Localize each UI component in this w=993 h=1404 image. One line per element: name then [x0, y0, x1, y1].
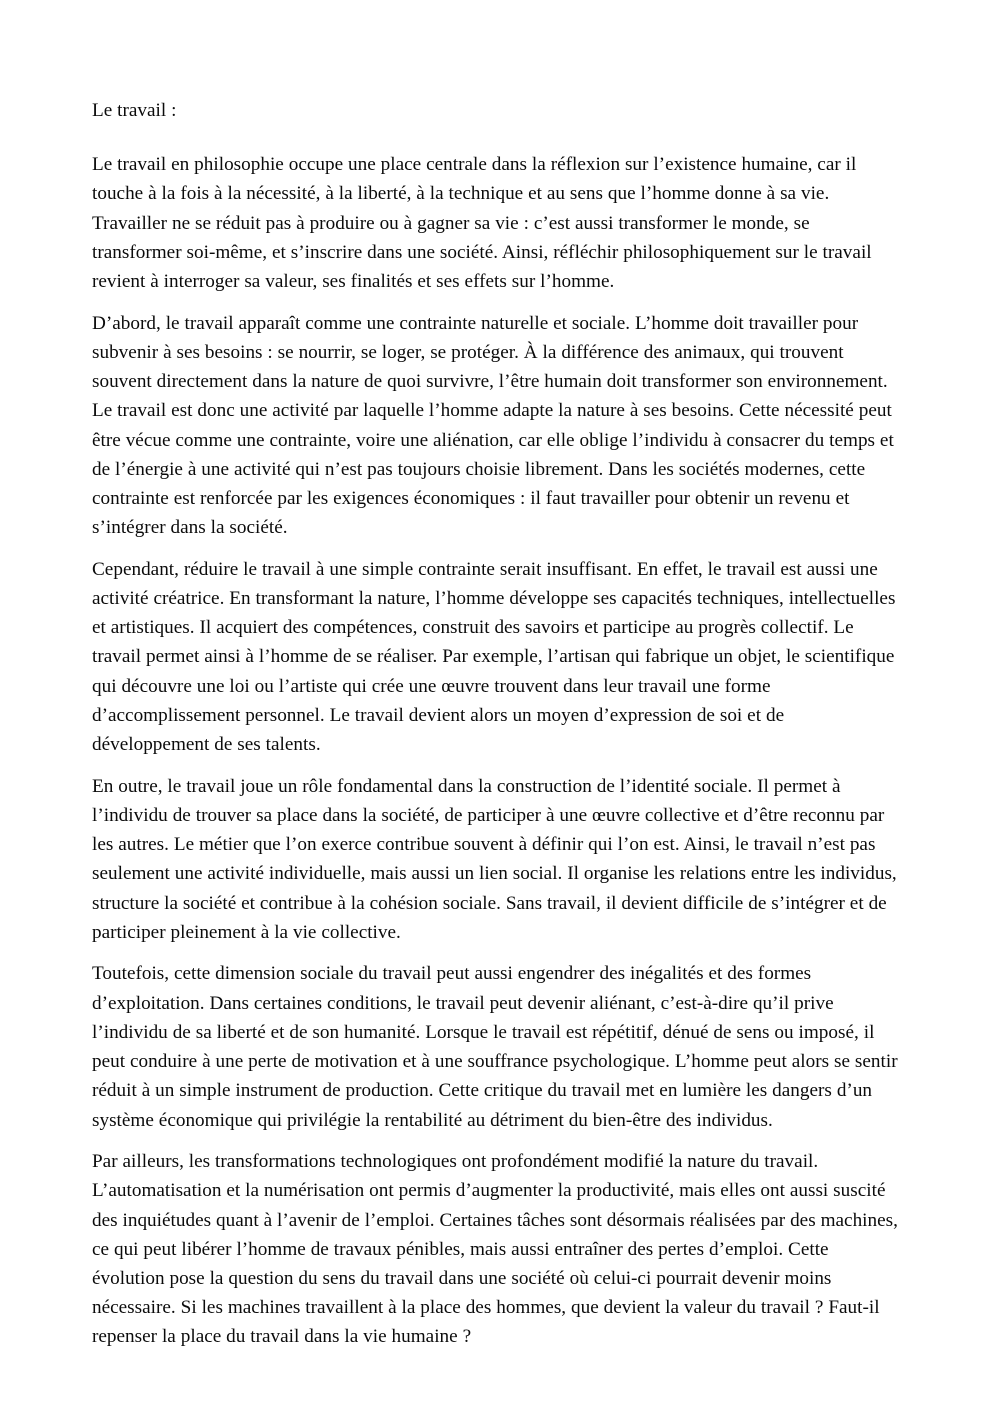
- paragraph-5: Toutefois, cette dimension sociale du travail peut aussi engendrer des inégalités et des formes d’exploitation. Dans certaines conditions, le travail peut devenir aliénant, c’est-à-dire qu’il prive l’individu de sa liberté et de son humanité. Lorsque le travail est répétitif, dénué de sens ou imposé, il peut conduire à une perte de motivation et à une souffrance psychologique. L’homme peut alors se sentir réduit à un simple instrument de production. Cette critique du travail met en lumière les dangers d’un système économique qui privilégie la rentabilité au détriment du bien-être des individus.: [92, 963, 898, 1131]
- document-heading: Le travail :: [92, 100, 177, 121]
- paragraph-1: Le travail en philosophie occupe une place centrale dans la réflexion sur l’existence humaine, car il touche à la fois à la nécessité, à la liberté, à la technique et au sens que l’homme donne à sa vie. Travailler ne se réduit pas à produire ou à gagner sa vie : c’est aussi transformer le monde, se transformer soi-même, et s’inscrire dans une société. Ainsi, réfléchir philosophiquement sur le travail revient à interroger sa valeur, ses finalités et ses effets sur l’homme.: [92, 154, 872, 293]
- paragraph-3: Cependant, réduire le travail à une simple contrainte serait insuffisant. En effet, le travail est aussi une activité créatrice. En transformant la nature, l’homme développe ses capacités techniques, intellectuelles et artistiques. Il acquiert des compétences, construit des savoirs et participe au progrès collectif. Le travail permet ainsi à l’homme de se réaliser. Par exemple, l’artisan qui fabrique un objet, le scientifique qui découvre une loi ou l’artiste qui crée une œuvre trouvent dans leur travail une forme d’accomplissement personnel. Le travail devient alors un moyen d’expression de soi et de développement de ses talents.: [92, 558, 896, 756]
- document-text-body: [92, 96, 901, 1352]
- paragraph-2: D’abord, le travail apparaît comme une contrainte naturelle et sociale. L’homme doit travailler pour subvenir à ses besoins : se nourrir, se loger, se protéger. À la différence des animaux, qui trouvent souvent directement dans la nature de quoi survivre, l’être humain doit transformer son environnement. Le travail est donc une activité par laquelle l’homme adapte la nature à ses besoins. Cette nécessité peut être vécue comme une contrainte, voire une aliénation, car elle oblige l’individu à consacrer du temps et de l’énergie à une activité qui n’est pas toujours choisie librement. Dans les sociétés modernes, cette contrainte est renforcée par les exigences économiques : il faut travailler pour obtenir un revenu et s’intégrer dans la société.: [92, 312, 894, 539]
- paragraph-4: En outre, le travail joue un rôle fondamental dans la construction de l’identité sociale. Il permet à l’individu de trouver sa place dans la société, de participer à une œuvre collective et d’être reconnu par les autres. Le métier que l’on exerce contribue souvent à définir qui l’on est. Ainsi, le travail n’est pas seulement une activité individuelle, mais aussi un lien social. Il organise les relations entre les individus, structure la société et contribue à la cohésion sociale. Sans travail, il devient difficile de s’intégrer et de participer pleinement à la vie collective.: [92, 775, 897, 943]
- paragraph-6: Par ailleurs, les transformations technologiques ont profondément modifié la nature du travail. L’automatisation et la numérisation ont permis d’augmenter la productivité, mais elles ont aussi suscité des inquiétudes quant à l’avenir de l’emploi. Certaines tâches sont désormais réalisées par des machines, ce qui peut libérer l’homme de travaux pénibles, mais aussi entraîner des pertes d’emploi. Cette évolution pose la question du sens du travail dans une société où celui-ci pourrait devenir moins nécessaire. Si les machines travaillent à la place des hommes, que devient la valeur du travail ? Faut-il repenser la place du travail dans la vie humaine ?: [92, 1151, 898, 1348]
